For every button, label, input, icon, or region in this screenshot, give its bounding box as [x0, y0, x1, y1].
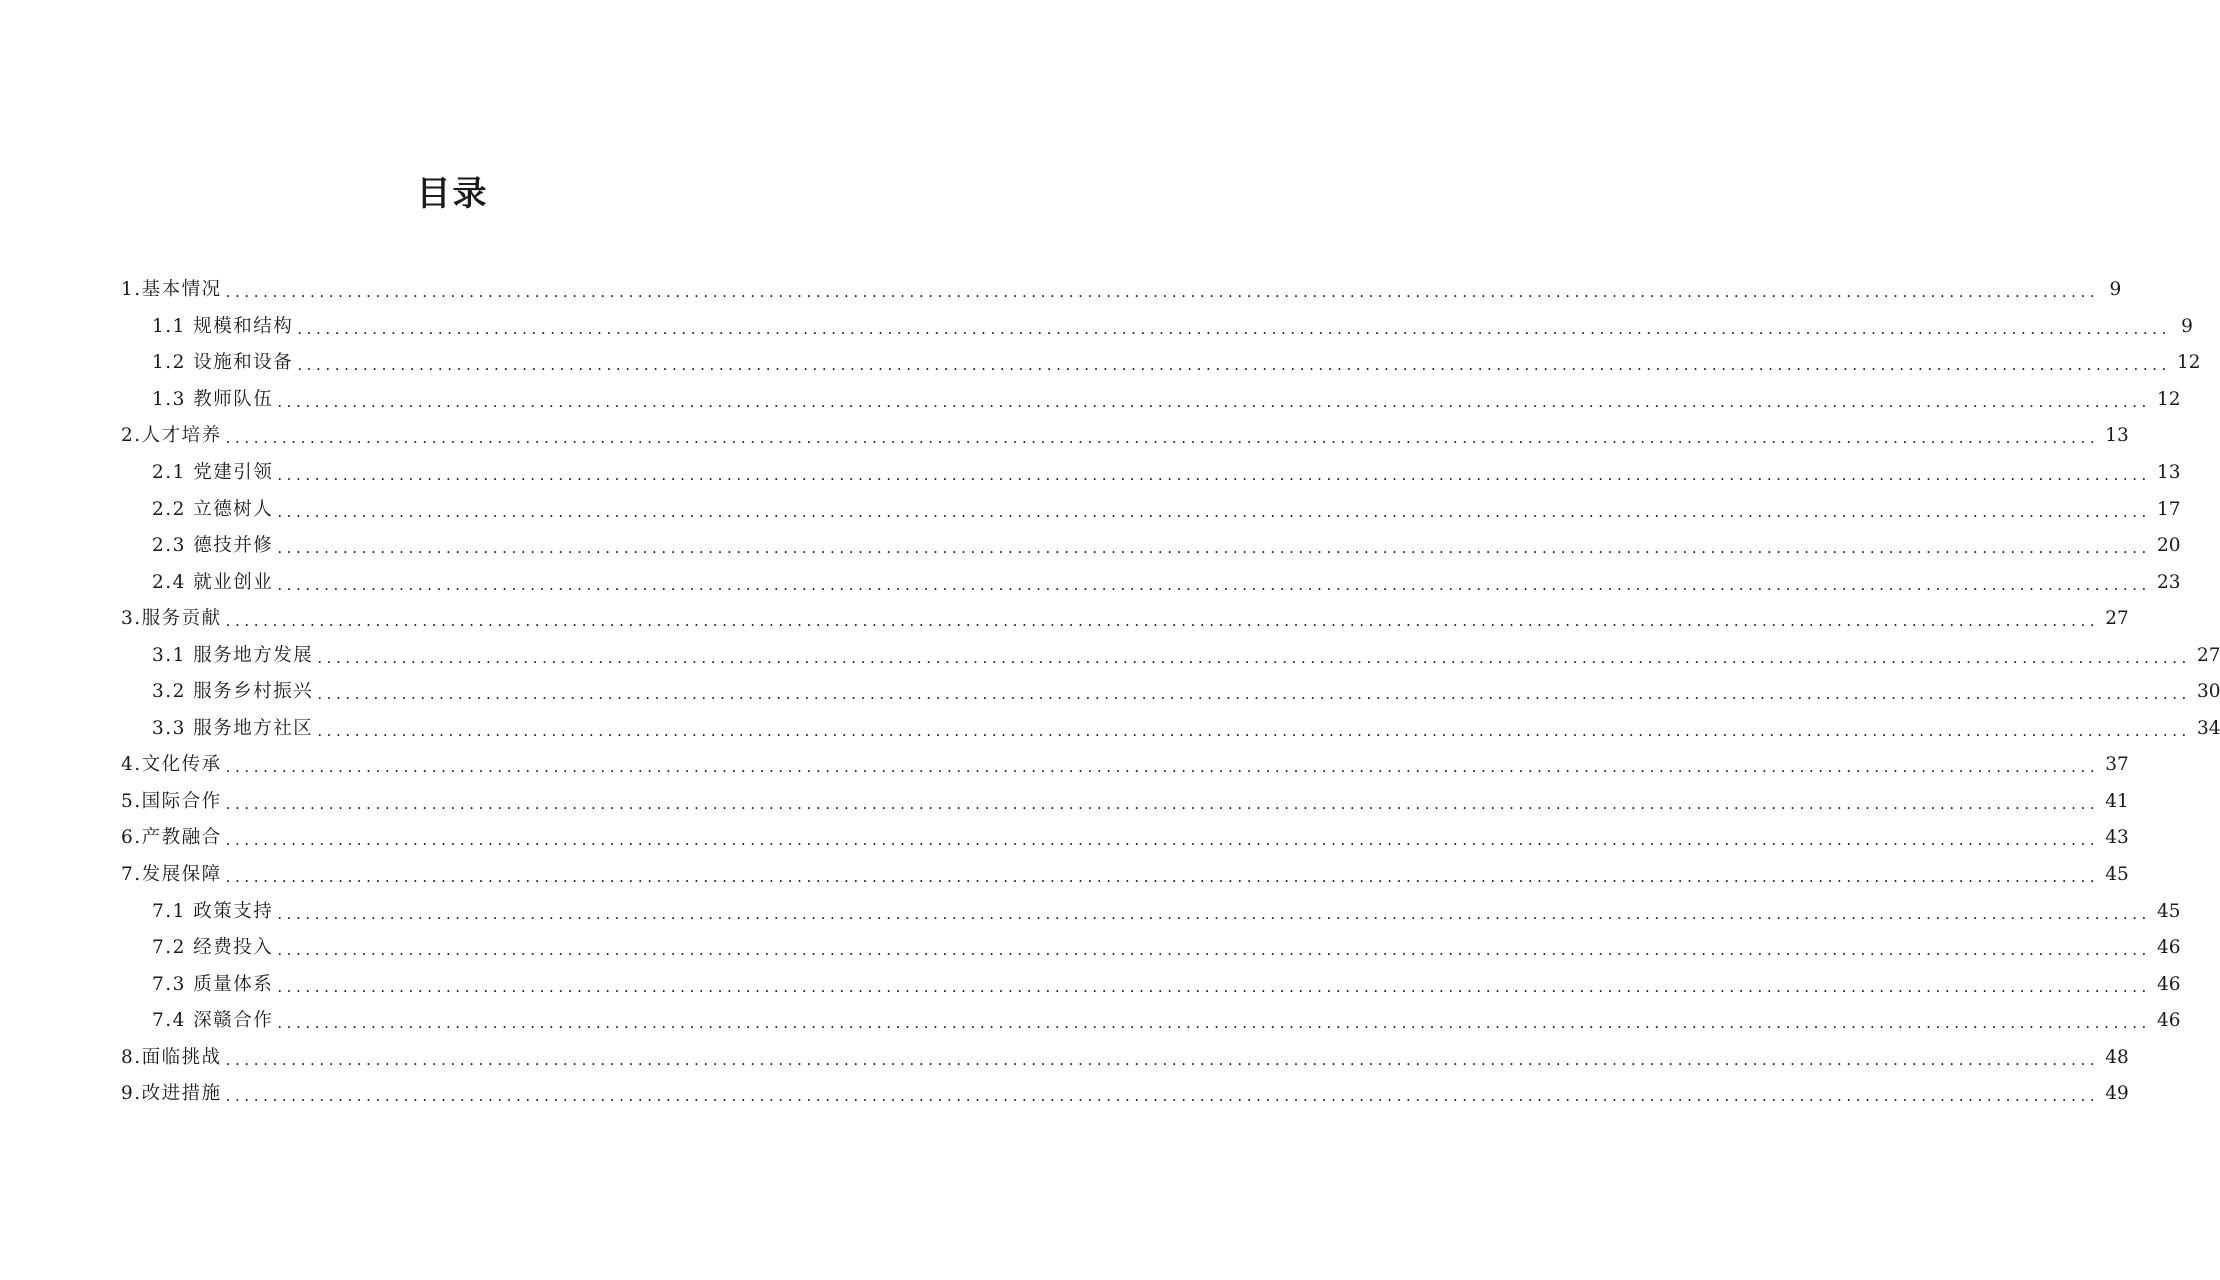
- toc-page-number: 13: [2156, 462, 2181, 483]
- toc-entry-title: 7.3 质量体系: [152, 973, 274, 995]
- toc-dot-leader: ........................................................................................................................................................................................................: [277, 392, 2151, 411]
- toc-entry[interactable]: [121, 1076, 2129, 1113]
- toc-dot-leader: ........................................................................................................................................................................................................: [277, 575, 2151, 594]
- toc-entry[interactable]: [121, 820, 2129, 857]
- toc-page-number: 49: [2105, 1083, 2129, 1105]
- toc-entry[interactable]: [121, 345, 2201, 382]
- toc-entry[interactable]: [121, 382, 2181, 419]
- toc-dot-leader: ........................................................................................................................................................................................................: [317, 721, 2191, 740]
- toc-dot-leader: ........................................................................................................................................................................................................: [317, 685, 2191, 704]
- toc-dot-leader: ........................................................................................................................................................................................................: [317, 648, 2191, 667]
- toc-entry-title: 2.2 立德树人: [152, 498, 274, 520]
- toc-entry-title: 2.4 就业创业: [152, 571, 274, 593]
- toc-page-number: 20: [2156, 535, 2181, 557]
- toc-entry-title: 1.基本情况: [121, 279, 222, 301]
- toc-page-number: 46: [2156, 973, 2181, 995]
- toc-page-number: 46: [2156, 937, 2181, 959]
- toc-entry-title: 7.发展保障: [121, 864, 222, 886]
- toc-entry-title: 1.2 设施和设备: [152, 352, 294, 374]
- toc-entry[interactable]: [121, 491, 2181, 528]
- toc-page-number: 13: [2105, 425, 2129, 447]
- toc-page-number: 12: [2156, 388, 2181, 410]
- toc-dot-leader: ........................................................................................................................................................................................................: [277, 1014, 2151, 1033]
- toc-page-number: 27: [2105, 608, 2129, 630]
- toc-dot-leader: ........................................................................................................................................................................................................: [225, 1087, 2100, 1106]
- toc-page-number: 34: [2196, 717, 2220, 739]
- toc-entry-title: 3.1 服务地方发展: [152, 644, 314, 666]
- toc-entry-title: 7.1 政策支持: [152, 900, 274, 922]
- toc-dot-leader: ........................................................................................................................................................................................................: [225, 831, 2100, 850]
- toc-page-number: 9: [2109, 279, 2122, 301]
- toc-dot-leader: ........................................................................................................................................................................................................: [277, 502, 2151, 521]
- toc-entry-title: 2.3 德技并修: [152, 535, 274, 557]
- toc-dot-leader: ........................................................................................................................................................................................................: [277, 539, 2151, 558]
- toc-entry[interactable]: [121, 1003, 2181, 1040]
- toc-dot-leader: ........................................................................................................................................................................................................: [277, 904, 2151, 923]
- toc-dot-leader: ........................................................................................................................................................................................................: [277, 977, 2151, 996]
- toc-entry-title: 7.4 深赣合作: [152, 1010, 274, 1032]
- toc-entry-title: 1.3 教师队伍: [152, 388, 274, 410]
- toc-entry-title: 8.面临挑战: [121, 1046, 222, 1068]
- toc-entry[interactable]: [121, 930, 2181, 967]
- toc-entry[interactable]: [121, 418, 2129, 455]
- toc-entry-title: 7.2 经费投入: [152, 937, 274, 959]
- toc-dot-leader: ........................................................................................................................................................................................................: [225, 794, 2100, 813]
- toc-entry[interactable]: [121, 1039, 2129, 1076]
- toc-page-number: 41: [2105, 790, 2129, 812]
- toc-page-number: 45: [2105, 864, 2129, 886]
- toc-entry-title: 1.1 规模和结构: [152, 315, 294, 337]
- toc-entry[interactable]: [121, 966, 2181, 1003]
- toc-page-number: 27: [2196, 644, 2220, 666]
- page-title: 目录: [416, 174, 489, 214]
- toc-page-number: 37: [2105, 754, 2129, 776]
- toc-dot-leader: ........................................................................................................................................................................................................: [297, 319, 2171, 338]
- toc-entry-title: 3.3 服务地方社区: [152, 717, 314, 739]
- toc-page-number: 48: [2105, 1046, 2129, 1068]
- toc-page-number: 43: [2105, 827, 2129, 849]
- toc-entry[interactable]: [121, 637, 2220, 674]
- toc-entry[interactable]: [121, 674, 2220, 711]
- toc-page-number: 30: [2196, 681, 2220, 703]
- toc-entry-title: 9.改进措施: [121, 1083, 222, 1105]
- toc-dot-leader: ........................................................................................................................................................................................................: [225, 283, 2100, 302]
- toc-entry-title: 3.服务贡献: [121, 608, 222, 630]
- toc-entry-title: 2.1 党建引领: [152, 462, 274, 483]
- toc-entry[interactable]: [121, 711, 2220, 748]
- toc-entry[interactable]: [121, 455, 2181, 492]
- toc-entry[interactable]: [121, 784, 2129, 821]
- toc-dot-leader: ........................................................................................................................................................................................................: [225, 612, 2100, 631]
- toc-entry[interactable]: [121, 747, 2129, 784]
- toc-entry[interactable]: [121, 601, 2129, 638]
- toc-dot-leader: ........................................................................................................................................................................................................: [225, 1050, 2100, 1069]
- toc-entry[interactable]: [121, 857, 2129, 894]
- toc-dot-leader: ........................................................................................................................................................................................................: [277, 941, 2151, 960]
- toc-entry-title: 5.国际合作: [121, 790, 222, 812]
- toc-dot-leader: ........................................................................................................................................................................................................: [225, 429, 2100, 448]
- toc-page-number: 17: [2156, 498, 2181, 520]
- toc-entry[interactable]: [121, 272, 2122, 309]
- toc-dot-leader: ........................................................................................................................................................................................................: [225, 758, 2100, 777]
- toc-dot-leader: ........................................................................................................................................................................................................: [225, 868, 2100, 887]
- toc-page-number: 46: [2156, 1010, 2181, 1032]
- toc-entry-title: 4.文化传承: [121, 754, 222, 776]
- toc-entry-title: 6.产教融合: [121, 827, 222, 849]
- toc-entry[interactable]: [121, 893, 2181, 930]
- toc-entry[interactable]: [121, 309, 2193, 346]
- toc-page-number: 12: [2176, 352, 2201, 374]
- toc-entry-title: 2.人才培养: [121, 425, 222, 447]
- toc-page-number: 23: [2156, 571, 2181, 593]
- toc-entry[interactable]: [121, 564, 2181, 601]
- toc-page-number: 9: [2181, 315, 2193, 337]
- table-of-contents: [121, 272, 2220, 1113]
- toc-entry-title: 3.2 服务乡村振兴: [152, 681, 314, 703]
- toc-page-number: 45: [2156, 900, 2181, 922]
- toc-entry[interactable]: [121, 528, 2181, 565]
- toc-dot-leader: ........................................................................................................................................................................................................: [297, 356, 2171, 375]
- toc-dot-leader: ........................................................................................................................................................................................................: [277, 466, 2151, 484]
